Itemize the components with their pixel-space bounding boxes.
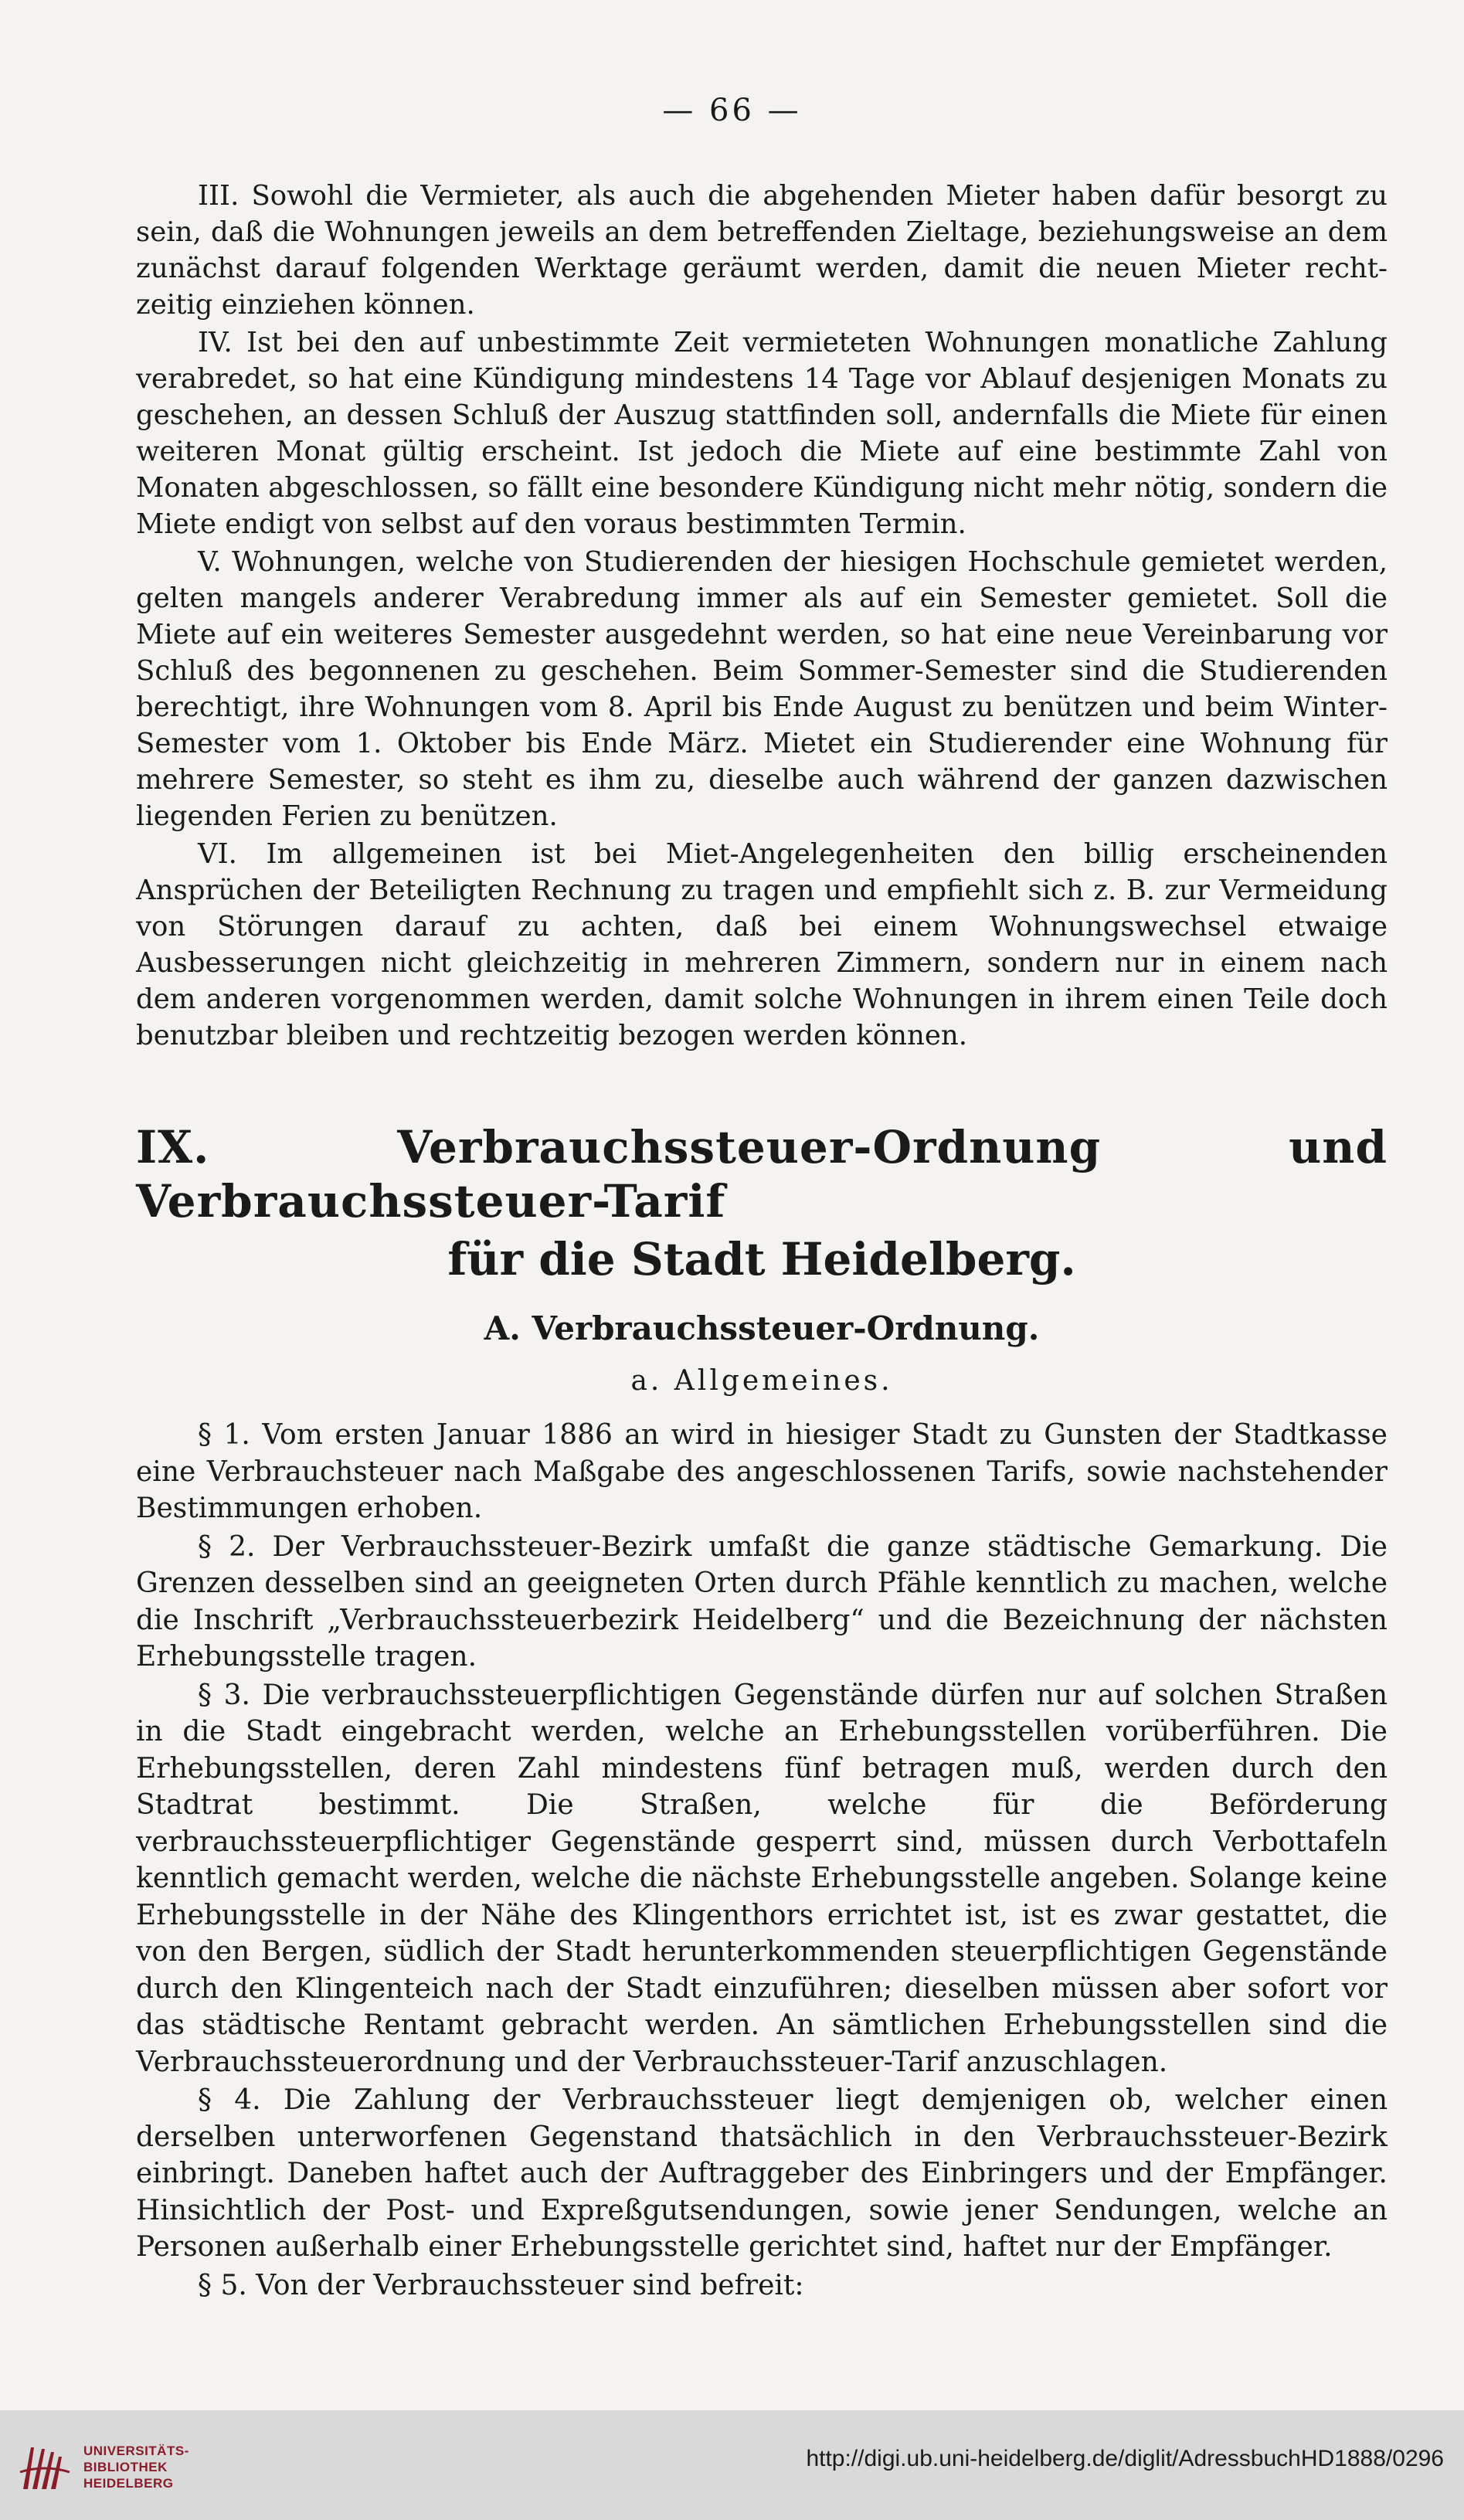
tax-ordinance-section xyxy=(136,1417,1388,2304)
paragraph-s2: § 2. Der Verbrauchssteuer-Bezirk umfaßt die ganze städtische Gemarkung. Die Grenzen desselben sind an geeigneten Orten durch Pfähle kenntlich zu machen, welche die Inschrift „Verbrauchssteuerbezirk Heidelberg“ und die Bezeichnung der nächsten Erhebungsstelle tragen. xyxy=(136,1530,1388,1673)
subsection-heading: a. Allgemeines. xyxy=(630,1365,893,1397)
paragraph-s4: § 4. Die Zahlung der Verbrauchssteuer liegt demjenigen ob, welcher einen derselben unterworfenen Gegenstand thatsächlich in den Verbrauchssteuer-Bezirk einbringt. Daneben haftet auch der Auftraggeber des Einbringers und der Empfänger. Hinsichtlich der Post- und Expreßgutsendungen, sowie jener Sendungen, welche an Personen außerhalb einer Erhebungsstelle gerichtet sind, haftet nur der Empfänger. xyxy=(136,2084,1388,2263)
paragraph-v: V. Wohnungen, welche von Studierenden der hiesigen Hochschule gemietet werden, gelten mangels anderer Verabredung immer als auf ein Semester gemietet. Soll die Miete auf ein weiteres Semester ausgedehnt werden, so hat eine neue Vereinbarung vor Schluß des begonnenen zu geschehen. Beim Sommer-Semester sind die Studierenden berechtigt, ihre Wohnungen vom 8. April bis Ende August zu benützen und beim Winter-Semester vom 1. Oktober bis Ende März. Mietet ein Studierender eine Wohnung für mehrere Semester, so steht es ihm zu, dieselbe auch während der ganzen dazwischen liegenden Ferien zu benützen. xyxy=(136,546,1388,832)
logo-line-3: HEIDELBERG xyxy=(83,2476,174,2491)
source-url-link[interactable]: http://digi.ub.uni-heidelberg.de/diglit/AdressbuchHD1888/0296 xyxy=(806,2446,1444,2471)
footer-bar xyxy=(0,2410,1464,2520)
paragraph-s1: § 1. Vom ersten Januar 1886 an wird in hiesiger Stadt zu Gunsten der Stadtkasse eine Verbrauchsteuer nach Maßgabe des angeschlossenen Tarifs, sowie nachstehender Bestimmungen erhoben. xyxy=(136,1419,1388,1524)
section-heading: A. Verbrauchssteuer-Ordnung. xyxy=(484,1309,1040,1347)
page-number: — 66 — xyxy=(662,93,802,128)
rental-rules-section xyxy=(136,178,1388,1054)
library-logo-text xyxy=(83,2443,189,2491)
paragraph-iii: III. Sowohl die Vermieter, als auch die abgehenden Mieter haben dafür besorgt zu sein, daß die Wohnungen jeweils an dem betreffenden Zieltage, beziehungsweise an dem zunächst darauf folgenden Werktage geräumt werden, damit die neuen Mieter recht-zeitig einziehen können. xyxy=(136,180,1388,321)
page-content xyxy=(136,178,1388,2304)
paragraph-iv: IV. Ist bei den auf unbestimmte Zeit vermieteten Wohnungen monatliche Zahlung verabredet, so hat eine Kündigung mindestens 14 Tage vor Ablauf desjenigen Monats zu geschehen, an dessen Schluß der Auszug stattfinden soll, andernfalls die Miete für einen weiteren Monat gültig erscheint. Ist jedoch die Miete auf eine bestimmte Zahl von Monaten abgeschlossen, so fällt eine besondere Kündigung nicht mehr nötig, sondern die Miete endigt von selbst auf den voraus bestimmten Termin. xyxy=(136,327,1388,540)
paragraph-s3: § 3. Die verbrauchssteuerpflichtigen Gegenstände dürfen nur auf solchen Straßen in die Stadt eingebracht werden, welche an Erhebungsstellen vorüberführen. Die Erhebungsstellen, deren Zahl mindestens fünf betragen muß, werden durch den Stadtrat bestimmt. Die Straßen, welche für die Beförderung verbrauchssteuerpflichtiger Gegenstände gesperrt sind, müssen durch Verbottafeln kenntlich gemacht werden, welche die nächste Erhebungsstelle angeben. Solange keine Erhebungsstelle in der Nähe des Klingenthors errichtet ist, ist es zwar gestattet, die von den Bergen, südlich der Stadt herunterkommenden steuerpflichtigen Gegenstände durch den Klingenteich nach der Stadt einzuführen; dieselben müssen aber sofort vor das städtische Rentamt gebracht werden. An sämtlichen Erhebungsstellen sind die Verbrauchssteuerordnung und der Verbrauchssteuer-Tarif anzuschlagen. xyxy=(136,1679,1388,2078)
chapter-heading-line1: IX. Verbrauchssteuer-Ordnung und Verbrauchssteuer-Tarif xyxy=(136,1121,1388,1228)
university-seal-icon xyxy=(17,2441,73,2497)
logo-line-2: BIBLIOTHEK xyxy=(83,2460,168,2474)
logo-line-1: UNIVERSITÄTS- xyxy=(83,2444,189,2458)
paragraph-vi: VI. Im allgemeinen ist bei Miet-Angelegenheiten den billig erscheinenden Ansprüchen der Beteiligten Rechnung zu tragen und empfiehlt sich z. B. zur Vermeidung von Störungen darauf zu achten, daß bei einem Wohnungswechsel etwaige Ausbesserungen nicht gleichzeitig in mehreren Zimmern, sondern nur in einem nach dem anderen vorgenommen werden, damit solche Wohnungen in ihrem einen Teile doch benutzbar bleiben und rechtzeitig bezogen werden können. xyxy=(136,838,1388,1051)
chapter-heading-line2: für die Stadt Heidelberg. xyxy=(447,1233,1076,1285)
paragraph-s5: § 5. Von der Verbrauchssteuer sind befreit: xyxy=(198,2269,804,2301)
